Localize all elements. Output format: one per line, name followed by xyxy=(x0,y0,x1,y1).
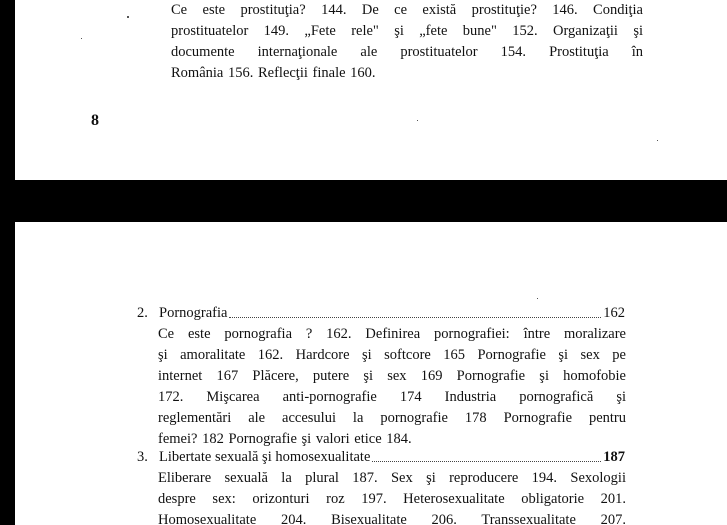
text-line: România 156. Reflecţii finale 160. xyxy=(171,65,376,81)
entry-number: 2. xyxy=(137,305,148,321)
entry-page: 162 xyxy=(603,305,625,321)
entry-body xyxy=(158,324,626,450)
entry-number: 3. xyxy=(137,449,148,465)
text-line: reglementări ale accesului la pornografie 178 Pornografie pentru xyxy=(158,410,626,426)
toc-continuation-text xyxy=(171,0,643,84)
entry-title: Pornografia xyxy=(159,305,228,321)
scan-speck xyxy=(657,140,658,141)
bottom-page xyxy=(15,222,727,525)
text-line: despre sex: orizonturi roz 197. Heterosexualitate obligatorie 201. xyxy=(158,491,626,507)
top-page xyxy=(15,0,727,180)
text-line: prostituatelor 149. „Fete rele" şi „fete bune" 152. Organizaţii şi xyxy=(171,23,643,39)
toc-entry-libertate-sexuala xyxy=(137,447,625,468)
page-number: 8 xyxy=(91,112,99,129)
text-line: Eliberare sexuală la plural 187. Sex şi reproducere 194. Sexologii xyxy=(158,470,626,486)
entry-title: Libertate sexuală şi homosexualitate xyxy=(159,449,371,465)
entry-body xyxy=(158,468,626,525)
toc-entry-pornografia xyxy=(137,303,625,324)
dot-leader xyxy=(372,461,601,462)
text-line: şi amoralitate 162. Hardcore şi softcore 165 Pornografie şi sex pe xyxy=(158,347,626,363)
text-line: Ce este prostituţia? 144. De ce există prostituţie? 146. Condiţia xyxy=(171,2,643,18)
text-line: Ce este pornografia ? 162. Definirea pornografiei: între moralizare xyxy=(158,326,626,342)
scan-speck xyxy=(81,38,82,39)
text-line: documente internaţionale ale prostituatelor 154. Prostituţia în xyxy=(171,44,643,60)
scan-speck xyxy=(417,120,418,121)
scan-speck xyxy=(127,16,129,18)
text-line: internet 167 Plăcere, putere şi sex 169 Pornografie şi homofobie xyxy=(158,368,626,384)
entry-page: 187 xyxy=(603,449,625,465)
text-line: femei? 182 Pornografie şi valori etice 184. xyxy=(158,431,412,447)
text-line: Homosexualitate 204. Bisexualitate 206. Transsexualitate 207. xyxy=(158,512,626,525)
dot-leader xyxy=(229,317,601,318)
scan-speck xyxy=(537,298,538,299)
text-line: 172. Mişcarea anti-pornografie 174 Industria pornografică şi xyxy=(158,389,626,405)
